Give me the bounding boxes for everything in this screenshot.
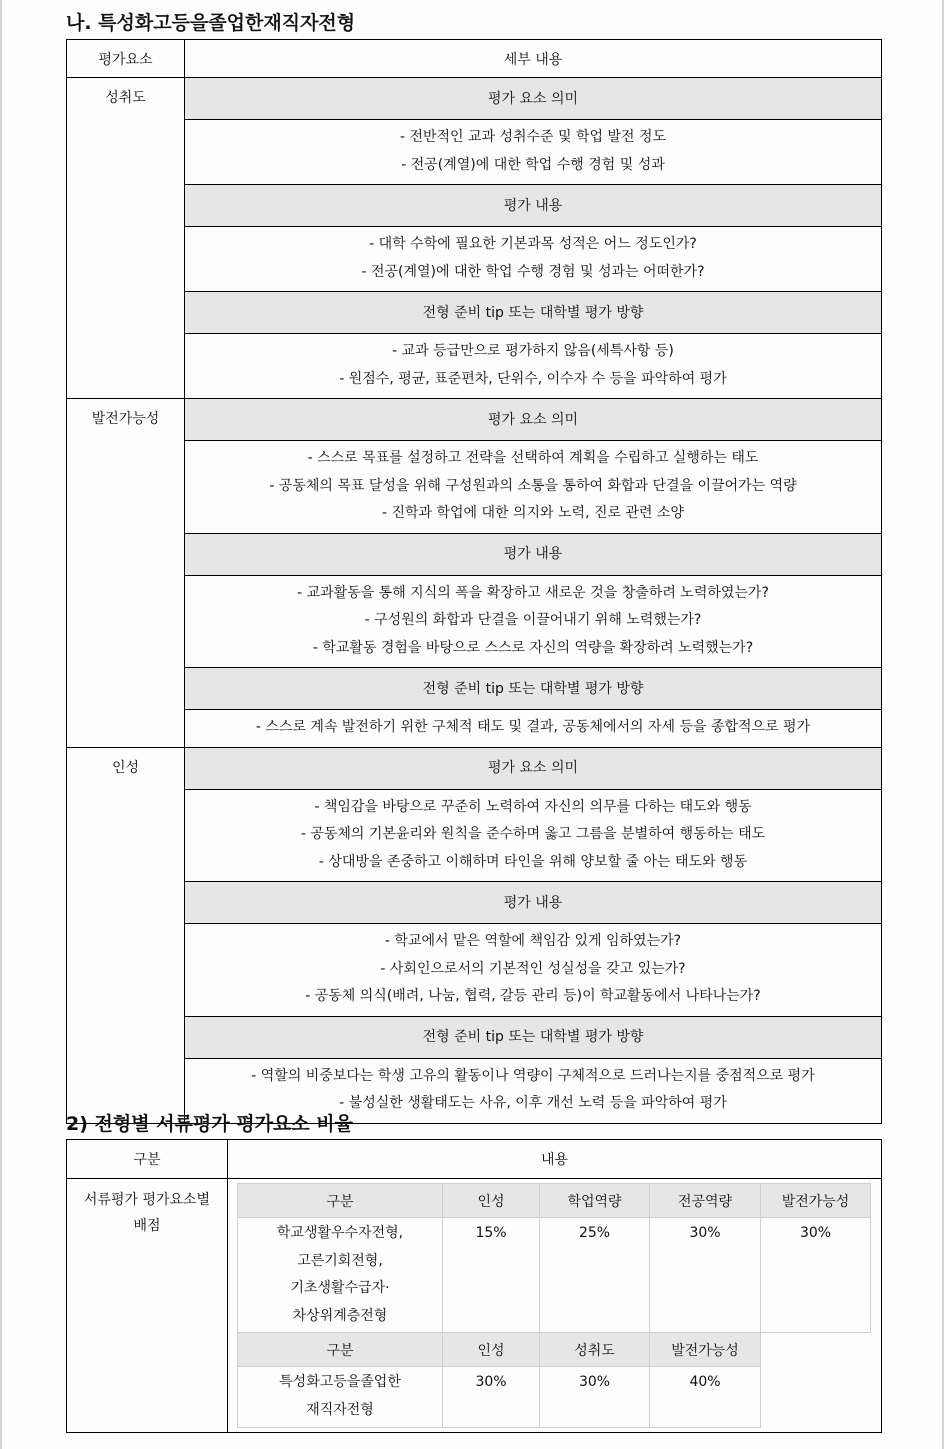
- row-label-line: 배점: [133, 1218, 161, 1234]
- group-label-achievement: 성취도: [67, 78, 185, 399]
- body-line: - 공동체 의식(배려, 나눔, 협력, 갈등 관리 등)이 학교활동에서 나타나는가?: [305, 988, 761, 1004]
- header-evaluation-element: 평가요소: [67, 40, 185, 78]
- table-row: [67, 120, 882, 185]
- admission-type-name: [238, 1367, 443, 1428]
- block-heading: 평가 요소 의미: [185, 747, 882, 789]
- evaluation-elements-table: [66, 39, 882, 1124]
- body-line: - 공동체의 목표 달성을 위해 구성원과의 소통을 통하여 화합과 단결을 이끌어가는 역량: [269, 477, 797, 494]
- value-growth-potential: 40%: [650, 1367, 761, 1428]
- block-body: [185, 334, 882, 399]
- block-body: [185, 789, 882, 882]
- body-line: - 학교활동 경험을 바탕으로 스스로 자신의 역량을 확장하려 노력했는가?: [312, 639, 754, 656]
- body-line: - 진학과 학업에 대한 의지와 노력, 진로 관련 소양: [381, 505, 685, 521]
- block-body: [185, 924, 882, 1017]
- table-row: [67, 78, 882, 120]
- body-line: - 구성원의 화합과 단결을 이끌어내기 위해 노력했는가?: [364, 612, 702, 628]
- table-row: [67, 789, 882, 882]
- value-achievement: 30%: [540, 1367, 650, 1428]
- group-label-character: 인성: [67, 747, 185, 1123]
- table-row: [67, 924, 882, 1017]
- name-line: 고른기회전형,: [297, 1252, 383, 1269]
- table-row: [67, 668, 882, 710]
- col-header-category: 구분: [238, 1333, 443, 1367]
- col-header-category: 구분: [238, 1184, 443, 1218]
- body-line: - 전공(계열)에 대한 학업 수행 경험 및 성과는 어떠한가?: [361, 263, 705, 280]
- block-body: [185, 227, 882, 292]
- table-header-row: [67, 40, 882, 78]
- body-line: - 책임감을 바탕으로 꾸준히 노력하여 자신의 의무를 다하는 태도와 행동: [314, 798, 752, 815]
- row-label-line: 서류평가 평가요소별: [83, 1192, 211, 1208]
- block-heading: 평가 내용: [185, 882, 882, 924]
- section-title-document-eval-ratio: 2) 전형별 서류평가 평가요소 비율: [66, 1113, 353, 1135]
- name-line: 특성화고등을졸업한: [279, 1374, 401, 1390]
- name-line: 차상위계층전형: [292, 1307, 388, 1324]
- block-heading: 전형 준비 tip 또는 대학별 평가 방향: [185, 668, 882, 710]
- block-body: [185, 710, 882, 748]
- body-line: - 사회인으로서의 기본적인 성실성을 갖고 있는가?: [380, 960, 686, 977]
- table-row: [67, 1179, 882, 1433]
- body-line: - 공동체의 기본윤리와 원칙을 준수하며 옳고 그름을 분별하여 행동하는 태도: [300, 826, 766, 842]
- admission-type-name: [238, 1218, 443, 1333]
- row-label: [67, 1179, 228, 1433]
- block-heading: 전형 준비 tip 또는 대학별 평가 방향: [185, 292, 882, 334]
- table-row: [67, 533, 882, 575]
- table-row: [67, 747, 882, 789]
- header-category: 구분: [67, 1140, 228, 1179]
- body-line: - 스스로 계속 발전하기 위한 구체적 태도 및 결과, 공동체에서의 자세 등을 종합적으로 평가: [255, 719, 811, 735]
- body-line: - 불성실한 생활태도는 사유, 이후 개선 노력 등을 파악하여 평가: [339, 1095, 727, 1111]
- table-row: [67, 575, 882, 668]
- value-character: 30%: [443, 1367, 540, 1428]
- document-evaluation-ratio-table: [66, 1139, 882, 1433]
- body-line: - 교과활동을 통해 지식의 폭을 확장하고 새로운 것을 창출하려 노력하였는가?: [297, 584, 769, 601]
- body-line: - 원점수, 평균, 표준편차, 단위수, 이수자 수 등을 파악하여 평가: [339, 370, 727, 387]
- body-line: - 대학 수학에 필요한 기본과목 성적은 어느 정도인가?: [369, 236, 697, 252]
- block-body: [185, 441, 882, 534]
- block-heading: 평가 내용: [185, 185, 882, 227]
- block-heading: 평가 요소 의미: [185, 399, 882, 441]
- col-header-growth-potential: 발전가능성: [761, 1184, 871, 1218]
- name-line: 학교생활우수자전형,: [276, 1225, 404, 1241]
- block-heading: 전형 준비 tip 또는 대학별 평가 방향: [185, 1016, 882, 1058]
- table-row: [67, 334, 882, 399]
- ratio-inner-table: [237, 1183, 871, 1428]
- table-row: [67, 185, 882, 227]
- content-cell: [228, 1179, 882, 1433]
- table-row: [67, 441, 882, 534]
- group-label-growth-potential: 발전가능성: [67, 399, 185, 748]
- col-header-growth-potential: 발전가능성: [650, 1333, 761, 1367]
- body-line: - 교과 등급만으로 평가하지 않음(세특사항 등): [392, 343, 674, 359]
- block-body: [185, 575, 882, 668]
- table-row: [67, 227, 882, 292]
- body-line: - 전반적인 교과 성취수준 및 학업 발전 정도: [399, 129, 667, 145]
- value-major-competency: 30%: [650, 1218, 761, 1333]
- table-row: [67, 1016, 882, 1058]
- inner-header-row: [238, 1333, 871, 1367]
- header-content: 내용: [228, 1140, 882, 1179]
- table-row: [67, 882, 882, 924]
- col-header-character: 인성: [443, 1184, 540, 1218]
- body-line: - 상대방을 존중하고 이해하며 타인을 위해 양보할 줄 아는 태도와 행동: [318, 853, 748, 870]
- empty-cell: [761, 1333, 871, 1428]
- body-line: - 학교에서 맡은 역할에 책임감 있게 임하였는가?: [384, 933, 682, 949]
- header-details: 세부 내용: [185, 40, 882, 78]
- col-header-major-competency: 전공역량: [650, 1184, 761, 1218]
- body-line: - 스스로 목표를 설정하고 전략을 선택하여 계획을 수립하고 실행하는 태도: [307, 450, 759, 466]
- table-row: [67, 399, 882, 441]
- block-heading: 평가 내용: [185, 533, 882, 575]
- table-header-row: [67, 1140, 882, 1179]
- value-growth-potential: 30%: [761, 1218, 871, 1333]
- name-line: 재직자전형: [306, 1401, 374, 1418]
- col-header-character: 인성: [443, 1333, 540, 1367]
- inner-header-row: [238, 1184, 871, 1218]
- inner-data-row: [238, 1218, 871, 1333]
- block-body: [185, 120, 882, 185]
- value-character: 15%: [443, 1218, 540, 1333]
- block-heading: 평가 요소 의미: [185, 78, 882, 120]
- name-line: 기초생활수급자·: [290, 1280, 390, 1296]
- col-header-academic-competency: 학업역량: [540, 1184, 650, 1218]
- table-row: [67, 292, 882, 334]
- table-row: [67, 710, 882, 748]
- section-title-specialized-hs-workers: 나. 특성화고등을졸업한재직자전형: [66, 12, 356, 34]
- body-line: - 전공(계열)에 대한 학업 수행 경험 및 성과: [401, 156, 665, 173]
- value-academic-competency: 25%: [540, 1218, 650, 1333]
- col-header-achievement: 성취도: [540, 1333, 650, 1367]
- body-line: - 역할의 비중보다는 학생 고유의 활동이나 역량이 구체적으로 드러나는지를 중점적으로 평가: [251, 1067, 815, 1084]
